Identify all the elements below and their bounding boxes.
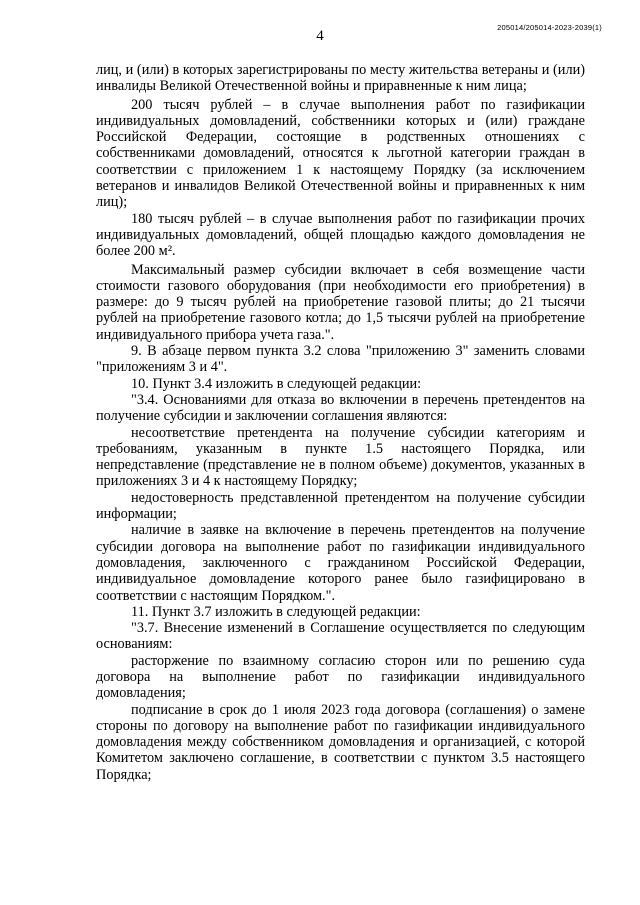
paragraph: несоответствие претендента на получение субсидии категориям и требованиям, указанным в пункте 1.5 настоящего Порядка, или непредставление (представление не в полном объеме) документов, указанных в приложениях 3 и 4 к настоящему Порядку; [96, 424, 585, 490]
paragraph: "3.4. Основаниями для отказа во включении в перечень претендентов на получение субсидии и заключении соглашения являются: [96, 391, 585, 425]
paragraph: "3.7. Внесение изменений в Соглашение осуществляется по следующим основаниям: [96, 620, 585, 653]
page-number: 4 [316, 28, 324, 44]
paragraph: 9. В абзаце первом пункта 3.2 слова "приложению 3" заменить словами "приложениям 3 и 4". [96, 343, 585, 376]
document-body [96, 62, 585, 783]
paragraph: расторжение по взаимному согласию сторон или по решению суда договора на выполнение работ по газификации индивидуального домовладения; [96, 652, 585, 702]
paragraph: недостоверность представленной претендентом на получение субсидии информации; [96, 489, 585, 523]
paragraph: 10. Пункт 3.4 изложить в следующей редакции: [131, 375, 422, 392]
document-code: 205014/205014-2023-2039(1) [497, 23, 602, 32]
paragraph: 11. Пункт 3.7 изложить в следующей редакции: [131, 603, 421, 620]
paragraph: лиц, и (или) в которых зарегистрированы по месту жительства ветераны и (или) инвалиды Великой Отечественной войны и приравненные к ним лица; [96, 62, 585, 95]
paragraph: наличие в заявке на включение в перечень претендентов на получение субсидии договора на выполнение работ по газификации индивидуального домовладения, заключенного с гражданином Российской Федерации, индивидуальное домовладение которого ранее было газифицировано в соответствии с настоящим Порядком.". [96, 522, 585, 604]
paragraph: Максимальный размер субсидии включает в себя возмещение части стоимости газового оборудования (при необходимости его приобретения) в размере: до 9 тысяч рублей на приобретение газовой плиты; до 21 тысячи рублей на приобретение газового котла; до 1,5 тысячи рублей на приобретение индивидуального прибора учета газа.". [96, 261, 585, 343]
paragraph: 200 тысяч рублей – в случае выполнения работ по газификации индивидуальных домовладений, собственники которых и (или) граждане Российской Федерации, состоящие в родственных отношениях с собственниками домовладений, относятся к льготной категории граждан в соответствии с приложением 1 к настоящему Порядку (за исключением ветеранов и инвалидов Великой Отечественной войны и приравненных к ним лиц); [96, 96, 585, 211]
paragraph: подписание в срок до 1 июля 2023 года договора (соглашения) о замене стороны по договору на выполнение работ по газификации индивидуального домовладения между собственником домовладения и организацией, с которой Комитетом заключено соглашение, в соответствии с пунктом 3.5 настоящего Порядка; [96, 701, 585, 783]
paragraph: 180 тысяч рублей – в случае выполнения работ по газификации прочих индивидуальных домовладений, общей площадью каждого домовладения не более 200 м². [96, 210, 585, 260]
